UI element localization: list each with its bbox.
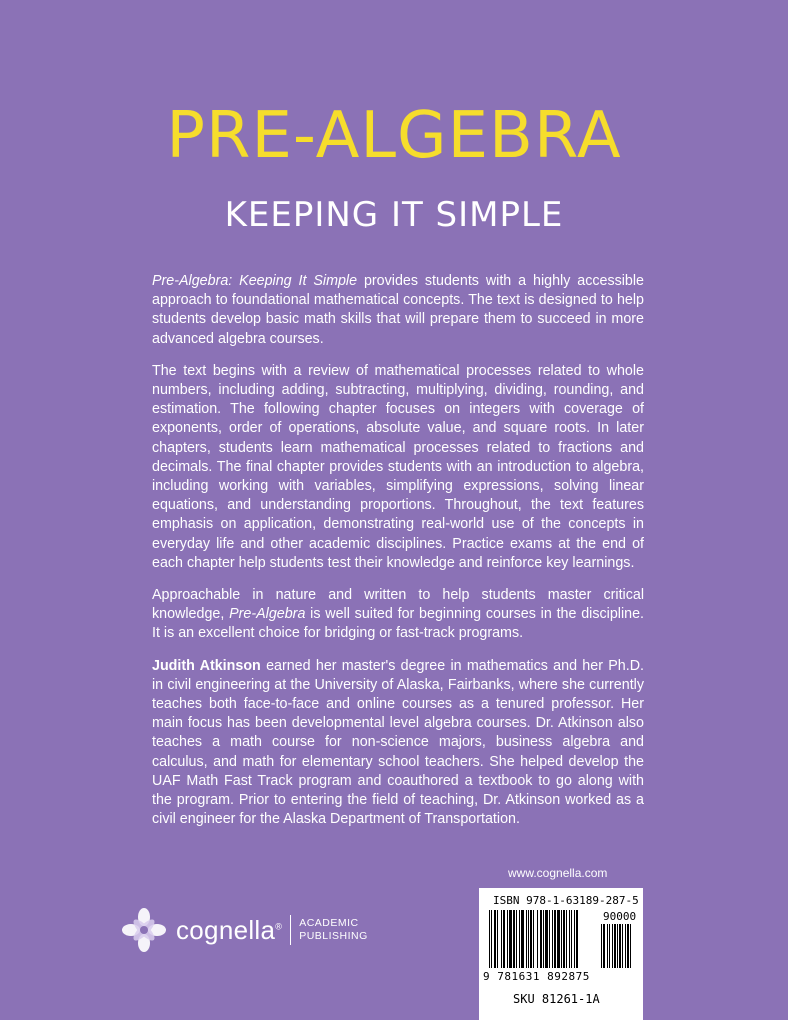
audience-title-italic: Pre-Algebra bbox=[229, 606, 306, 623]
paragraph-author-bio bbox=[152, 657, 644, 830]
barcode-box bbox=[479, 888, 643, 1020]
isbn-text: ISBN 978-1-63189-287-5 bbox=[493, 894, 639, 907]
logo-divider bbox=[290, 915, 291, 945]
barcode-digits: 9 781631 892875 bbox=[483, 970, 590, 983]
audience-text-before: Approachable in nature and written to help students master critical knowledge, bbox=[152, 587, 644, 623]
price-code-text: 90000 bbox=[603, 910, 637, 923]
supplement-barcode-bars bbox=[601, 924, 639, 968]
trademark-mark: ® bbox=[275, 920, 283, 931]
tagline-line-1: ACADEMIC bbox=[299, 917, 359, 929]
audience-text-after: is well suited for beginning courses in the discipline. It is an excellent choice for bridging or fast-track programs. bbox=[152, 606, 644, 642]
book-title: PRE-ALGEBRA bbox=[166, 99, 622, 173]
book-subtitle: KEEPING IT SIMPLE bbox=[224, 195, 564, 235]
barcode-bar bbox=[630, 924, 631, 968]
description-block bbox=[152, 272, 644, 842]
publisher-name: cognella bbox=[176, 914, 276, 945]
paragraph-intro bbox=[152, 272, 644, 349]
ean-barcode-bars bbox=[489, 910, 595, 968]
author-name: Judith Atkinson bbox=[152, 657, 261, 674]
tagline-line-2: PUBLISHING bbox=[299, 930, 368, 942]
publisher-logo bbox=[120, 906, 368, 954]
sku-text: SKU 81261-1A bbox=[513, 992, 600, 1006]
author-bio-text: earned her master's degree in mathematics and her Ph.D. in civil engineering at the University of Alaska, Fairbanks, where she currently teaches both face-to-face and online courses as a tenured professor. Her main focus has been developmental level algebra courses. Dr. Atkinson also teaches a math course for non-science majors, business algebra and calculus, and math for elementary school teachers. She helped develop the UAF Math Fast Track program and coauthored a textbook to go along with the program. Prior to entering the field of teaching, Dr. Atkinson worked as a civil engineer for the Alaska Department of Transportation. bbox=[152, 657, 644, 828]
paragraph-contents: The text begins with a review of mathematical processes related to whole numbers, including adding, subtracting, multiplying, dividing, rounding, and estimation. The following chapter focuses on integers with coverage of exponents, order of operations, absolute value, and square roots. In later chapters, students learn mathematical processes related to fractions and decimals. The final chapter provides students with an introduction to algebra, including working with variables, simplifying expressions, solving linear equations, and understanding proportions. Throughout, the text features emphasis on application, demonstrating real-world use of the concepts in everyday life and other academic disciplines. Practice exams at the end of each chapter help students test their knowledge and reinforce key learnings. bbox=[152, 362, 644, 571]
publisher-wordmark bbox=[176, 915, 282, 946]
barcode-bar bbox=[576, 910, 578, 968]
publisher-tagline bbox=[299, 917, 368, 943]
intro-title-italic: Pre-Algebra: Keeping It Simple bbox=[152, 273, 358, 289]
publisher-url: www.cognella.com bbox=[508, 866, 608, 880]
paragraph-audience bbox=[152, 586, 644, 644]
intro-text: provides students with a highly accessible approach to foundational mathematical concepts. The text is designed to help students develop basic math skills that will prepare them to succeed in more advanced algebra courses. bbox=[152, 273, 644, 347]
cognella-flower-icon bbox=[120, 906, 168, 954]
